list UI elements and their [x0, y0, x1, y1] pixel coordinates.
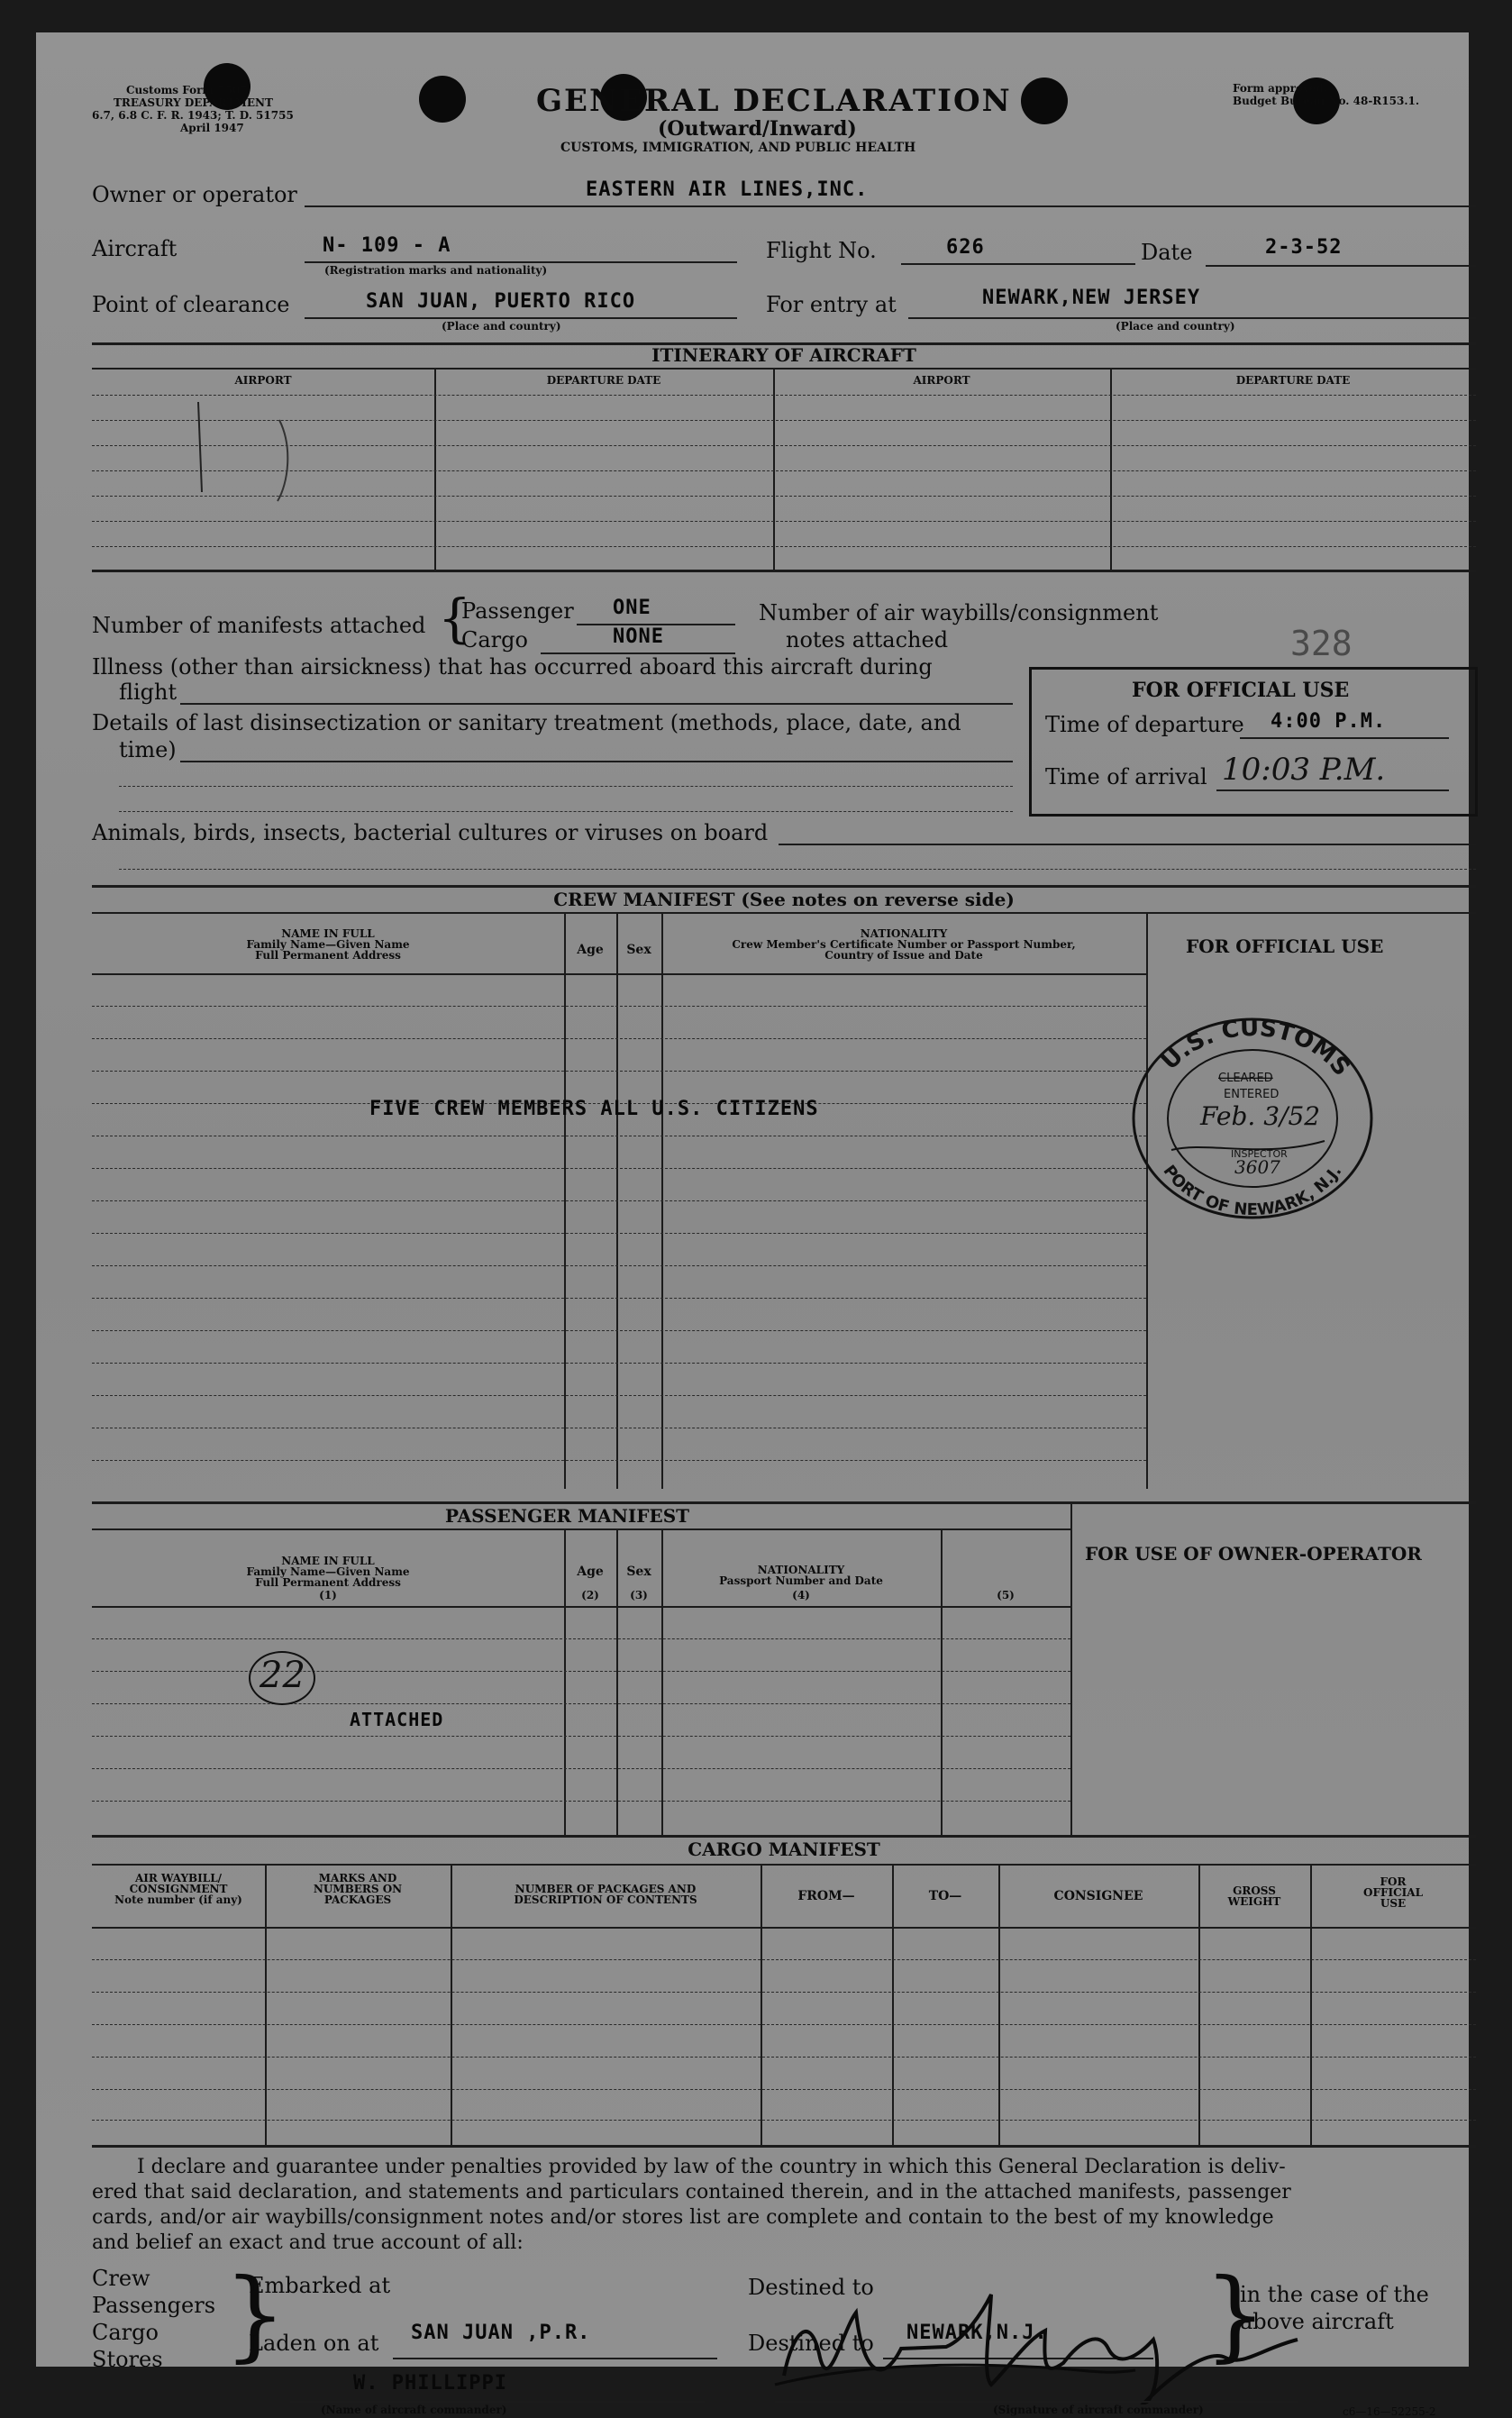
illness-label-2: flight [119, 680, 178, 705]
passenger-col-name-3: Full Permanent Address [255, 1576, 401, 1589]
commander-name: W. PHILLIPPI [353, 2372, 507, 2395]
crew-col-name-3: Full Permanent Address [255, 949, 401, 962]
passenger-count: 22 [260, 1655, 305, 1696]
cargo-col-marks-2: NUMBERS ON [313, 1883, 403, 1895]
arrival-time-value: 10:03 P.M. [1222, 752, 1386, 788]
passenger-col-name-2: Family Name—Given Name [246, 1565, 410, 1578]
official-use-title: FOR OFFICIAL USE [1132, 679, 1350, 702]
crew-col-nationality-2: Crew Member's Certificate Number or Passport Number, [732, 938, 1076, 951]
embarked-label: Embarked at [249, 2273, 391, 2298]
cargo-col-waybill: AIR WAYBILL/ [134, 1872, 223, 1884]
cargo-col-packages: NUMBER OF PACKAGES AND [515, 1883, 697, 1895]
customs-stamp [1117, 1006, 1388, 1231]
pencil-marks [171, 393, 315, 510]
waybills-label: Number of air waybills/consignment [759, 600, 1159, 625]
cargo-col-official: FOR [1380, 1875, 1407, 1888]
crew-col-name: NAME IN FULL [281, 927, 375, 940]
crew-col-age: Age [577, 943, 604, 957]
disinsect-label-2: time) [119, 737, 177, 762]
signature-caption: (Signature of aircraft commander) [993, 2404, 1204, 2416]
budget-bureau: Budget Bureau No. 48-R153.1. [1233, 95, 1420, 107]
passenger-col-age: Age [577, 1565, 604, 1579]
passenger-col-name-n: (1) [319, 1589, 337, 1601]
flight-label: Flight No. [766, 238, 877, 263]
cargo-manifest-value: NONE [613, 625, 664, 648]
passenger-col-sex-n: (3) [630, 1589, 648, 1601]
decl-passengers: Passengers [92, 2293, 216, 2318]
case-label-2: above aircraft [1240, 2309, 1394, 2334]
passenger-title: PASSENGER MANIFEST [445, 1505, 690, 1527]
form-department: TREASURY DEPARTMENT [114, 96, 273, 109]
flight-value: 626 [946, 236, 985, 259]
page-subtitle: (Outward/Inward) [658, 117, 857, 141]
stamp-ring-bottom: PORT OF NEWARK, N.J. [1159, 1162, 1346, 1220]
commander-caption: (Name of aircraft commander) [321, 2404, 507, 2416]
owner-label: Owner or operator [92, 182, 297, 207]
place-caption: (Place and country) [1116, 320, 1235, 333]
itinerary-col-departure: DEPARTURE DATE [1235, 374, 1351, 387]
aircraft-value: N- 109 - A [323, 234, 451, 257]
passenger-attached: ATTACHED [350, 1709, 444, 1730]
case-label: in the case of the [1240, 2282, 1429, 2307]
aircraft-label: Aircraft [92, 236, 178, 261]
arrival-time-label: Time of arrival [1045, 764, 1207, 789]
clearance-value: SAN JUAN, PUERTO RICO [366, 290, 636, 313]
stamp-inspector: INSPECTOR [1231, 1148, 1288, 1160]
owner-use-label: FOR USE OF OWNER-OPERATOR [1085, 1543, 1422, 1565]
disinsect-label: Details of last disinsectization or sanitary treatment (methods, place, date, and [92, 710, 961, 735]
passenger-col-age-n: (2) [581, 1589, 599, 1601]
destined-label-2: Destined to [748, 2331, 874, 2356]
clearance-label: Point of clearance [92, 292, 290, 317]
manifests-label: Number of manifests attached [92, 613, 426, 638]
departure-time-label: Time of departure [1045, 712, 1244, 737]
declaration-line-4: and belief an exact and true account of all: [92, 2231, 524, 2254]
passenger-col-nationality: NATIONALITY [757, 1564, 845, 1576]
entry-label: For entry at [766, 292, 897, 317]
passenger-col-nationality-n: (4) [792, 1589, 810, 1601]
cargo-col-marks: MARKS AND [318, 1872, 397, 1884]
itinerary-col-airport: AIRPORT [913, 374, 970, 387]
agencies: CUSTOMS, IMMIGRATION, AND PUBLIC HEALTH [560, 141, 916, 155]
cargo-col-official-3: USE [1380, 1897, 1407, 1910]
form-cfr: 6.7, 6.8 C. F. R. 1943; T. D. 51755 [92, 109, 294, 122]
page-title: GENERAL DECLARATION [536, 83, 1012, 119]
owner-value: EASTERN AIR LINES,INC. [586, 178, 869, 201]
itinerary-col-airport: AIRPORT [234, 374, 292, 387]
decl-crew: Crew [92, 2266, 150, 2291]
passenger-manifest-value: ONE [613, 597, 651, 619]
cargo-col-packages-2: DESCRIPTION OF CONTENTS [514, 1893, 697, 1906]
cargo-col-official-2: OFFICIAL [1362, 1886, 1424, 1899]
decl-cargo: Cargo [92, 2320, 159, 2345]
crew-col-name-2: Family Name—Given Name [246, 938, 410, 951]
cargo-col-marks-3: PACKAGES [323, 1893, 392, 1906]
stamp-date: Feb. 3/52 [1200, 1101, 1321, 1131]
commander-signature [757, 2277, 1316, 2412]
stamp-cleared: CLEARED [1218, 1072, 1273, 1085]
passenger-col-sex: Sex [626, 1565, 651, 1579]
laden-label: Laden on at [249, 2331, 379, 2356]
itinerary-col-departure: DEPARTURE DATE [546, 374, 661, 387]
date-value: 2-3-52 [1265, 236, 1343, 259]
place-caption: (Place and country) [442, 320, 561, 333]
declaration-line-3: cards, and/or air waybills/consignment notes and/or stores list are complete and contain to the best of my knowledge [92, 2206, 1274, 2229]
waybills-label-2: notes attached [786, 627, 949, 652]
form-date: April 1947 [180, 122, 244, 134]
cargo-col-waybill-2: CONSIGNMENT [129, 1883, 228, 1895]
animals-label: Animals, birds, insects, bacterial cultures or viruses on board [92, 820, 769, 845]
stamp-entered: ENTERED [1224, 1088, 1280, 1101]
laden-value: SAN JUAN ,P.R. [411, 2322, 591, 2344]
form-number: Customs Form 7507 [126, 84, 248, 96]
passenger-manifest-label: Passenger [461, 598, 574, 624]
decl-stores: Stores [92, 2347, 163, 2372]
punch-hole [419, 76, 466, 123]
declaration-form: Customs Form 7507 TREASURY DEPARTMENT 6.7, 6.8 C. F. R. 1943; T. D. 51755 April 1947 GENERAL DECLARATION (Outward/Inward) CUSTOMS, IMMIGRATION, AND PUBLIC HEALTH Form approved. Budget Bureau No. 48-R153.1. Owner or operator EASTERN AIR LINES,INC. Aircraft N- 109 - A (Registration marks and nationality) Flight No. 626 Date 2-3-52 Point of clearance SAN JUAN, PUERTO RICO (Place and country) For entry at NEWARK,NEW JERSEY (Place and country) ITINERARY OF AIRCRAFT AIRPORT DEPARTURE DATE AIRPORT DEPARTURE DATE Number of manifests attached { Passenger ONE Cargo NONE Number of air waybills/consignment notes attached 328 Illness (other than airsickness) that has occurred aboard this aircraft during flight Details of last disinsectization or sanitary treatment (methods, place, date, and time) FOR OFFICIAL USE Time of departure 4:00 P.M. Time of arrival 10:03 P.M. Animals, birds, insects, bacterial cultures or viruses on board CREW MANIFEST (See notes on reverse side) NAME IN FULL Family Name—Given Name Full Permanent Address Age Sex NATIONALITY Crew Member's Certificate Number or Passport Number, Country of Issue and Date FOR OFFICIAL USE FIVE CREW MEMBERS ALL U.S. CITIZENS U.S. CUSTOMS PORT OF NEWARK, N.J. CLEARED ENTERED Feb. 3/52 INSPECTOR 3607 PASSENGER MANIFEST FOR USE OF OWNER-OPERATOR NAME IN FULL Family Name—Given Name Full Permanent Address (1) Age (2) Sex (3) NATIONALITY Passport Number and Date (4) (5) 22 ATTACHED CARGO MANIFEST AIR WAYBILL/ CONSIGNMENT Note number (if any) MARKS AND NUMBERS ON PACKAGES NUMBER OF PACKAGES AND DESCRIPTION OF CONTENTS FROM— TO— CONSIGNEE GROSS WEIGHT FOR OFFICIAL USE I declare and guarantee under penalties provided by law of the country in which this General Declaration is deliv- ered that said declaration, and statements and particulars contained therein, and in the attached manifests, passenger cards, and/or air waybills/consignment notes and/or stores list are complete and contain to the best of my knowledge and belief an exact and true account of all: Crew Passengers Cargo Stores } Embarked at Laden on at SAN JUAN ,P.R. Destined to Destined to NEWARK,N.J. } in the case of the above aircraft W. PHILLIPPI (Name of aircraft commander) (Signature of aircraft commander) c6—16—52255-2 [36, 32, 1469, 2367]
declaration-line-1: I declare and guarantee under penalties provided by law of the country in which this General Declaration is deliv- [137, 2156, 1286, 2178]
cargo-col-to: TO— [928, 1889, 962, 1903]
destined-label: Destined to [748, 2275, 874, 2300]
crew-title: CREW MANIFEST (See notes on reverse side) [553, 889, 1015, 910]
aircraft-caption: (Registration marks and nationality) [324, 264, 548, 277]
passenger-col-name: NAME IN FULL [281, 1555, 375, 1567]
crew-entry: FIVE CREW MEMBERS ALL U.S. CITIZENS [369, 1098, 819, 1120]
form-approval: Form approved. [1233, 82, 1328, 95]
entry-value: NEWARK,NEW JERSEY [982, 287, 1201, 309]
crew-official-use: FOR OFFICIAL USE [1186, 935, 1384, 957]
cargo-col-weight: GROSS [1233, 1884, 1276, 1897]
destined-value: NEWARK,N.J. [906, 2322, 1048, 2344]
cargo-col-consignee: CONSIGNEE [1053, 1889, 1143, 1903]
crew-col-sex: Sex [626, 943, 651, 957]
passenger-col-5-n: (5) [997, 1589, 1015, 1601]
cargo-col-from: FROM— [797, 1889, 855, 1903]
punch-hole [1021, 78, 1068, 124]
cargo-title: CARGO MANIFEST [688, 1839, 880, 1860]
illness-label: Illness (other than airsickness) that has occurred aboard this aircraft during [92, 654, 933, 680]
print-code: c6—16—52255-2 [1343, 2405, 1436, 2418]
crew-col-nationality: NATIONALITY [860, 927, 948, 940]
cargo-manifest-label: Cargo [461, 627, 528, 652]
stamp-number: 3607 [1234, 1156, 1280, 1178]
cargo-col-waybill-3: Note number (if any) [114, 1893, 242, 1906]
stamp-number: 328 [1290, 624, 1353, 663]
crew-col-nationality-3: Country of Issue and Date [824, 949, 983, 962]
itinerary-title: ITINERARY OF AIRCRAFT [651, 344, 916, 366]
stamp-ring-top: U.S. CUSTOMS [1156, 1014, 1355, 1081]
departure-time-value: 4:00 P.M. [1271, 710, 1387, 733]
passenger-col-nationality-2: Passport Number and Date [719, 1574, 883, 1587]
declaration-line-2: ered that said declaration, and statements and particulars contained therein, and in the attached manifests, passenger [92, 2181, 1291, 2204]
date-label: Date [1141, 240, 1193, 265]
cargo-col-weight-2: WEIGHT [1227, 1895, 1281, 1908]
